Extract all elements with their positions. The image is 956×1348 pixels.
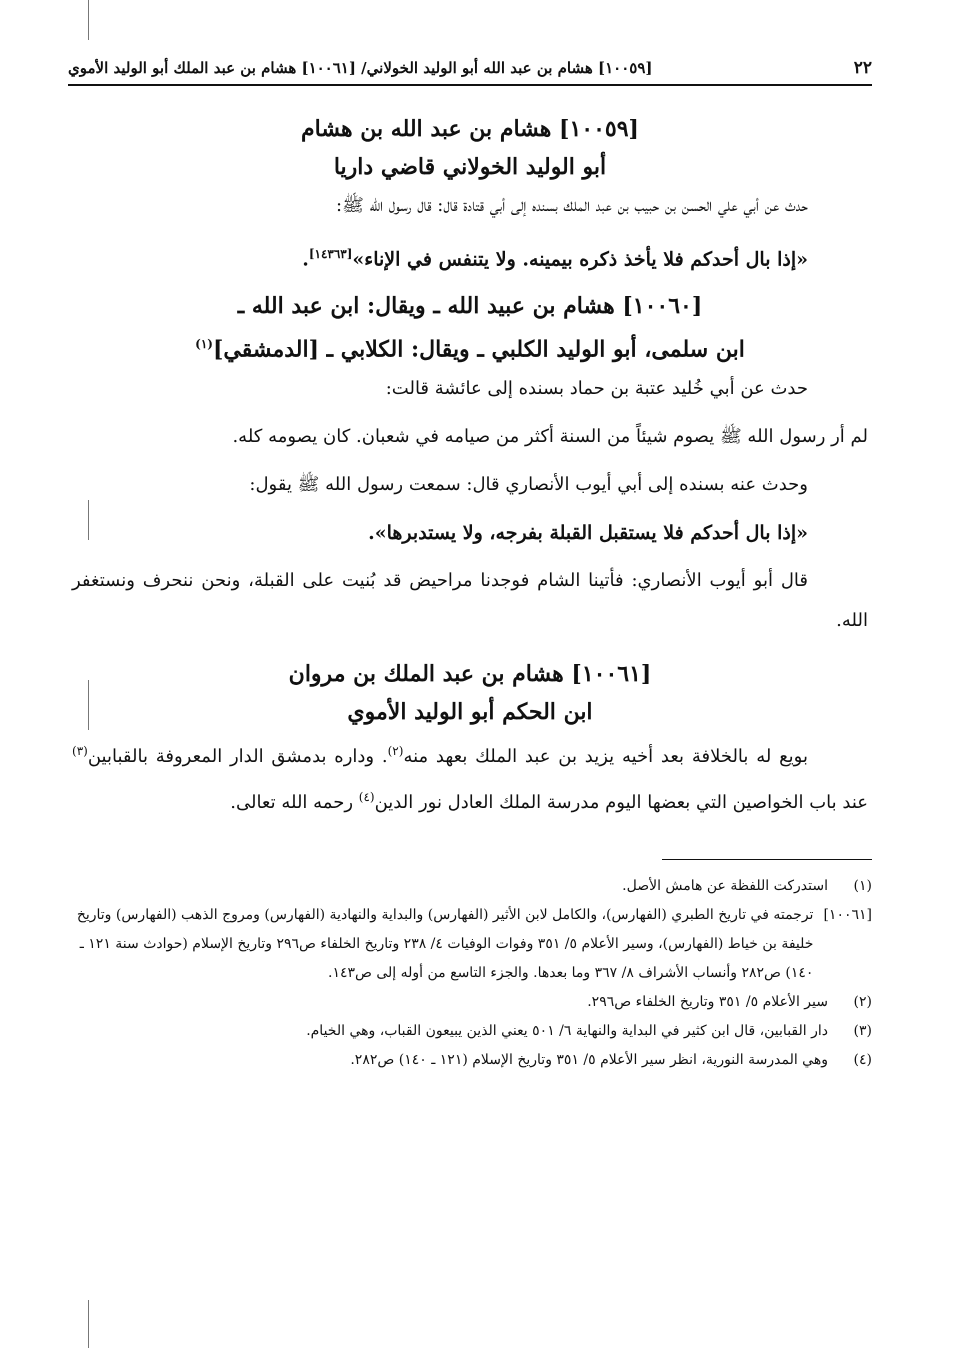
text-run: عند باب الخواصين التي بعضها اليوم مدرسة الملك العادل نور الدين	[374, 791, 868, 813]
hadith-text	[68, 234, 872, 279]
footnote-number: (٢)	[853, 993, 872, 1010]
footnote	[68, 988, 872, 1017]
footnote	[68, 1046, 872, 1075]
hadith-reference: [١٤٣٦٣]	[308, 247, 353, 261]
entry-title: [١٠٠٦٠] هشام بن عبيد الله ـ ويقال: ابن عبد الله ـ	[237, 293, 703, 320]
body-paragraph	[68, 731, 872, 823]
footnote-marker: (٣)	[72, 743, 88, 758]
footnote-text: استدركت اللفظة عن هامش الأصل.	[622, 877, 828, 894]
entry-subtitle: أبو الوليد الخولاني قاضي داريا	[333, 154, 607, 180]
body-paragraph: قال أبو أيوب الأنصاري: فأتينا الشام فوجدنا مراحيض قد بُنيت على القبلة، ونحن ننحرف ونستغفر الله.	[72, 569, 868, 631]
footnote-number: [١٠٠٦١]	[823, 906, 872, 923]
hadith-quote: «إذا بال أحدكم فلا يأخذ ذكره بيمينه. ولا يتنفس في الإناء»	[352, 248, 808, 271]
text-run: بويع له بالخلافة بعد أخيه يزيد بن عبد الملك بعهد منه	[403, 745, 808, 767]
footnote-number: (٣)	[853, 1022, 872, 1039]
footnote-marker: (١)	[195, 337, 213, 352]
footnote-text: ترجمته في تاريخ الطبري (الفهارس)، والكامل لابن الأثير (الفهارس) والبداية والنهادية (الفهارس) ومروج الذهب (الفهارس) وتاريخ خليفة بن خياط (الفهارس)، وسير الأعلام ٥/ ٣٥١ وفوات الوفيات ٤/ ٢٣٨ وتاريخ الخلفاء ص٢٩٦ وتاريخ الإسلام (حوادث سنة ١٢١ ـ ١٤٠) ص٢٨٢ وأنساب الأشراف ٨/ ٣٦٧ وما بعدها. والجزء التاسع من أوله إلى ص١٤٣.	[76, 906, 814, 981]
entry-title: [١٠٠٦١] هشام بن عبد الملك بن مروان	[288, 660, 652, 687]
body-paragraph: وحدث عنه بسنده إلى أبي أيوب الأنصاري قال: سمعت رسول الله ﷺ يقول:	[249, 473, 808, 495]
footnote-marker: (٤)	[358, 789, 375, 804]
footnote-separator	[662, 859, 872, 860]
footnote-text: وهي المدرسة النورية، انظر سير الأعلام ٥/ ٣٥١ وتاريخ الإسلام (١٢١ ـ ١٤٠) ص٢٨٢.	[350, 1051, 828, 1068]
entry-subtitle-text: ابن سلمى، أبو الوليد الكلبي ـ ويقال: الكلابي ـ [الدمشقي]	[212, 336, 745, 363]
footnote	[68, 901, 872, 988]
footnote-number: (١)	[853, 877, 872, 894]
footnote	[68, 1017, 872, 1046]
left-margin-line	[88, 1300, 89, 1348]
running-header	[68, 58, 872, 86]
left-margin-line	[88, 0, 89, 40]
body-paragraph: حدث عن أبي علي الحسن بن حبيب بن عبد الملك بسنده إلى أبي قتادة قال: قال رسول الله ﷺ:	[336, 195, 808, 216]
entry-subtitle	[68, 325, 872, 368]
hadith-text: «إذا بال أحدكم فلا يستقبل القبلة بفرجه، ولا يستدبرها».	[368, 521, 808, 544]
entry-subtitle: ابن الحكم أبو الوليد الأموي	[347, 698, 593, 725]
text-run: . وداره بدمشق الدار المعروفة بالقبابين	[87, 745, 388, 767]
footnote-text: سير الأعلام ٥/ ٣٥١ وتاريخ الخلفاء ص٢٩٦.	[587, 993, 828, 1010]
footnote	[68, 872, 872, 901]
book-page	[68, 58, 872, 1075]
running-title: [١٠٠٥٩] هشام بن عبد الله أبو الوليد الخولاني/ [١٠٠٦١] هشام بن عبد الملك أبو الوليد الأموي	[68, 59, 653, 77]
body-paragraph: لم أر رسول الله ﷺ يصوم شيئاً من السنة أكثر من صيامه في شعبان. كان يصومه كله.	[232, 425, 868, 447]
text-run: رحمه الله تعالى.	[230, 791, 359, 813]
footnote-number: (٤)	[853, 1051, 872, 1068]
body-paragraph: حدث عن أبي خُليد عتبة بن حماد بسنده إلى عائشة قالت:	[385, 377, 808, 399]
hadith-end: .	[302, 248, 309, 271]
page-number: ٢٢	[853, 58, 872, 78]
footnotes	[68, 872, 872, 1075]
footnote-text: دار القبابين، قال ابن كثير في البداية والنهاية ٦/ ٥٠١ يعني الذين يبيعون القباب، وهي الخيام.	[306, 1022, 828, 1039]
entry-title: [١٠٠٥٩] هشام بن عبد الله بن هشام	[301, 116, 639, 142]
footnote-marker: (٢)	[387, 743, 404, 758]
